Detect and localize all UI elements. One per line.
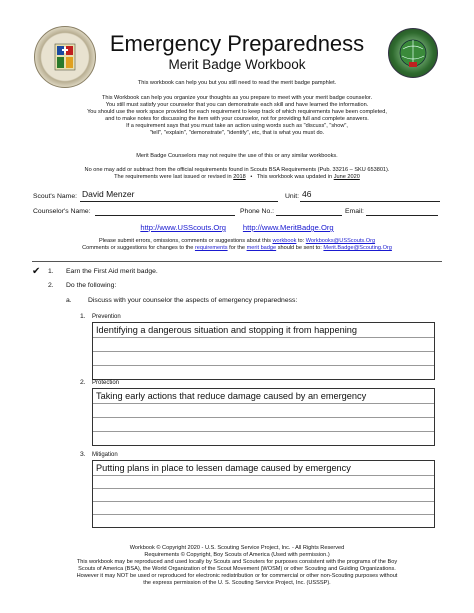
submit-text: should be sent to:: [277, 245, 322, 252]
item-number: 2.: [80, 379, 86, 386]
item-label-protection: Protection: [92, 380, 120, 386]
submit-text: Comments or suggestions for changes to the: [82, 245, 194, 252]
box-row-line: [93, 514, 434, 515]
intro-line: "tell", "explain", "demonstrate", "identify", etc, that is what you must do.: [149, 130, 325, 137]
item-label-mitigation: Mitigation: [92, 452, 118, 458]
mitigation-answer-text: Putting plans in place to lessen damage caused by emergency: [96, 463, 351, 473]
submit-note: [0, 238, 474, 252]
scout-name-field[interactable]: David Menzer: [82, 189, 135, 199]
box-row-line: [93, 488, 434, 489]
intro-line: and to make notes for discussing the item with your counselor, not for providing full and complete answers.: [105, 116, 369, 123]
footer-line: This workbook may be reproduced and used locally by Scouts and Scouters for purposes consistent with the programs of the Boy: [76, 559, 398, 566]
item-number: 3.: [80, 451, 86, 458]
revised-text: The requirements were last issued or revised in: [114, 174, 232, 181]
bullet-separator: •: [250, 174, 253, 181]
revised-year: 2018: [233, 174, 246, 181]
intro-line: You still must satisfy your counselor that you can demonstrate each skill and have learned the information.: [105, 102, 369, 109]
requirements-link[interactable]: requirements: [194, 245, 228, 252]
intro-paragraph: [0, 95, 474, 138]
requirement-number: 2.: [48, 282, 54, 289]
updated-date: June 2020: [333, 174, 360, 181]
intro-line: You should use the work space provided for each requirement to keep track of which requirements have been completed,: [87, 109, 387, 116]
scout-name-underline: [80, 201, 278, 202]
box-row-line: [93, 501, 434, 502]
counselor-name-underline: [95, 215, 235, 216]
requirement-text: Earn the First Aid merit badge.: [66, 268, 158, 275]
submit-text: Please submit errors, omissions, comments or suggestions about this: [98, 238, 271, 244]
workbooks-email-link[interactable]: Workbooks@USScouts.Org: [305, 238, 376, 244]
intro-line: This Workbook can help you organize your thoughts as you prepare to meet with your merit badge counselor.: [101, 95, 373, 101]
item-label-prevention: Prevention: [92, 314, 121, 320]
usscouts-link[interactable]: http://www.USScouts.Org: [140, 223, 227, 232]
protection-answer-box[interactable]: [92, 388, 435, 446]
phone-label: Phone No.:: [240, 208, 275, 215]
requirement-text: Do the following:: [66, 282, 117, 289]
merit-badge-link[interactable]: merit badge: [246, 245, 277, 252]
box-row-line: [93, 365, 434, 366]
workbook-link[interactable]: workbook: [272, 238, 297, 244]
footer-line: However it may NOT be used or reproduced for electronic redistribution or for commercial or other non-Scouting purposes without: [76, 573, 398, 580]
unit-field[interactable]: 46: [302, 189, 312, 199]
intro-line: If a requirement says that you must take an action using words such as "discuss", "show",: [126, 123, 348, 130]
page-title: Emergency Preparedness: [109, 31, 365, 56]
sub-requirement-letter: a.: [66, 297, 72, 304]
footer-line: the express permission of the U. S. Scouting Service Project, Inc. (USSSP).: [143, 580, 331, 587]
box-row-line: [93, 475, 434, 476]
box-row-line: [93, 403, 434, 404]
requirements-note-line1: No one may add or subtract from the official requirements found in Scouts BSA Requirements (Pub. 33216 – SKU 653801).: [84, 167, 390, 173]
box-row-line: [93, 417, 434, 418]
mitigation-answer-box[interactable]: [92, 460, 435, 528]
box-row-line: [93, 337, 434, 338]
footer-line: Scouts of America (BSA), the World Organization of the Scout Movement (WOSM) or other Scouting and Guiding Organizations.: [78, 566, 396, 573]
requirement-number: 1.: [48, 268, 54, 275]
footer-line: Workbook © Copyright 2020 - U.S. Scouting Service Project, Inc. - All Rights Reserved: [129, 545, 345, 551]
pamphlet-note: This workbook can help you but you still need to read the merit badge pamphlet.: [137, 80, 337, 86]
unit-underline: [300, 201, 440, 202]
prevention-answer-text: Identifying a dangerous situation and stopping it from happening: [96, 325, 358, 335]
protection-answer-text: Taking early actions that reduce damage caused by an emergency: [96, 391, 367, 401]
phone-underline: [276, 215, 342, 216]
requirements-note: [0, 167, 474, 181]
website-links: [0, 223, 474, 232]
counselor-name-label: Counselor's Name:: [33, 208, 91, 215]
submit-text: to:: [297, 238, 305, 244]
copyright-footer: [0, 545, 474, 588]
box-row-line: [93, 351, 434, 352]
merit-badge-email-link[interactable]: Merit.Badge@Scouting.Org: [323, 245, 392, 252]
sub-requirement-text: Discuss with your counselor the aspects of emergency preparedness:: [88, 297, 298, 304]
prevention-answer-box[interactable]: [92, 322, 435, 380]
box-row-line: [93, 431, 434, 432]
email-label: Email:: [345, 208, 364, 215]
scout-name-label: Scout's Name:: [33, 193, 77, 200]
item-number: 1.: [80, 313, 86, 320]
unit-label: Unit:: [285, 193, 299, 200]
section-divider: [32, 261, 442, 262]
meritbadge-link[interactable]: http://www.MeritBadge.Org: [242, 223, 334, 232]
checkmark-icon[interactable]: ✔: [32, 266, 41, 277]
updated-text: This workbook was updated in: [256, 174, 333, 181]
email-underline: [366, 215, 438, 216]
submit-text: for the: [229, 245, 246, 252]
page-subtitle: Merit Badge Workbook: [168, 57, 306, 72]
counselor-note: Merit Badge Counselors may not require the use of this or any similar workbooks.: [136, 153, 338, 159]
footer-line: Requirements © Copyright, Boy Scouts of America (Used with permission.): [144, 552, 330, 559]
